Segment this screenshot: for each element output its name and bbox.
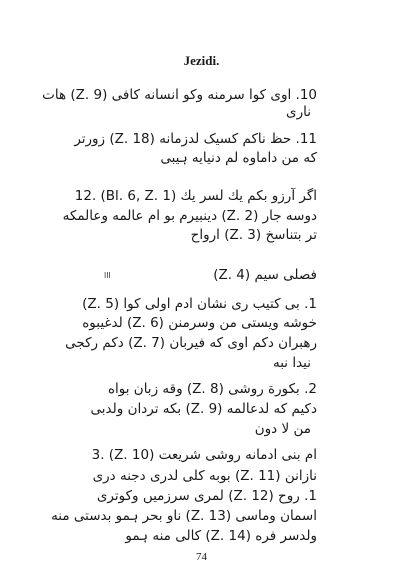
margin-mark: III — [104, 271, 111, 280]
text-line-8: 1. بی کتیب ری نشان ادم اولی کوا (Z. 5) — [82, 296, 317, 312]
text-line-14: من لا دون — [254, 421, 311, 437]
text-line-17: 1. روح (Z. 12) لمری سرزمیں وکوتری — [96, 488, 317, 504]
text-line-13: دکیم که لدعالمه (Z. 9) بکه تردان ولدبی — [90, 401, 317, 417]
text-line-9: خوشه ویستی من وسرمنن (Z. 6) لدغیبوه — [82, 315, 317, 331]
text-line-1: 10. اوی کوا سرمنه وکو انسانه کافی (Z. 9) هات — [42, 87, 317, 103]
page-heading: Jezidi. — [183, 53, 220, 68]
page-number: 74 — [196, 551, 207, 563]
text-line-12: 2. بکورة روشی (Z. 8) وقه زبان بواه — [107, 381, 317, 397]
text-line-16: نازانن (Z. 11) بوبه کلی لدری دجنه دری — [92, 468, 317, 484]
text-line-10: رهبران دکم اوی که فیربان (Z. 7) دکم رکجی — [65, 335, 317, 351]
text-line-11: نیدا نبه — [272, 355, 311, 371]
text-line-5: 12. (Bl. 6, Z. 1) اگر آرزو بکم یك لسر یك — [74, 188, 317, 204]
text-line-3: 11. حظ ناکم کسیک لدزمانه (Z. 18) زورتر — [74, 131, 317, 147]
text-line-18: اسمان وماسی (Z. 13) ناو بحر ہمو بدستی منه — [51, 508, 317, 524]
text-line-2: ناری — [286, 104, 311, 120]
section-title: (Z. 4) فصلی سیم — [213, 267, 317, 283]
text-line-7: تر بتناسخ (Z. 3) ارواح — [190, 227, 317, 243]
text-line-19: ولدسر فره (Z. 14) کالی منه ہمو — [125, 528, 317, 544]
text-line-4: که من داماوه لم دنیایه ہیبی — [160, 150, 317, 166]
text-line-15: 3. (Z. 10) ام بنی ادمانه روشی شریعت — [91, 447, 317, 463]
text-line-6: دوسه جار (Z. 2) دینبیرم بو ام عالمه وعالمکه — [62, 208, 317, 224]
